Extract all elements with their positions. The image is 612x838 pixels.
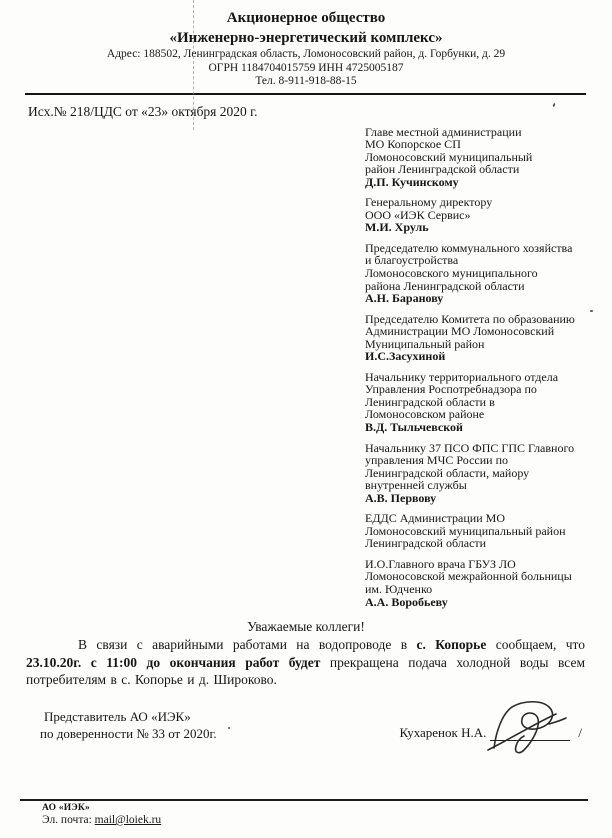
recipient-name: И.С.Засухиной [365,349,446,364]
org-type: Акционерное общество [226,10,386,26]
body-text-run: В связи с аварийными работами на водопроводе в [78,637,417,653]
recipient-line: района Ленинградской области [365,278,525,293]
body-bold-run: 23.10.20г. с 11:00 до окончания работ будет [26,654,321,670]
email-address: mail@loiek.ru [94,814,162,826]
recipient-line: Председателю Комитета по образованию [365,311,575,326]
handwritten-signature [490,720,570,741]
outgoing-ref-line: Исх.№ 218/ЦДС от «23» октября 2020 г. [28,103,258,119]
recipient-line: им. Юдченко [365,582,433,596]
scan-fold-line [193,0,194,130]
recipient-name: М.И. Хруль [365,220,429,235]
recipient-line: Председателю коммунального хозяйства [365,240,573,255]
recipient-name: А.В. Первову [365,490,437,505]
recipient-line: Управления Роспотребнадзора по [365,382,537,397]
recipient-line: Администрации МО Ломоносовский [365,324,555,339]
signature-row [40,708,582,742]
letterhead-divider [25,93,586,95]
recipient-line: Ленинградской области в [365,394,495,409]
recipient-block [365,512,594,550]
recipient-name: Д.П. Кучинскому [365,174,459,189]
representative-title: Представитель АО «ИЭК» [44,708,191,724]
recipient-line: Муниципальный район [365,336,485,351]
email-label: Эл. почта: [42,814,95,826]
footer-divider [20,799,588,801]
recipient-block [365,442,594,505]
footer-email-line [42,814,612,826]
recipient-line: ЕДДС Администрации МО [365,511,505,526]
recipient-block [365,242,594,305]
recipient-line: Главе местной администрации [365,124,522,139]
body-text-run: сообщаем, что [486,637,586,653]
recipient-line: Генеральному директору [365,195,493,210]
org-address: Адрес: 188502, Ленинградская область, Ломоносовский район, д. Горбунки, д. 29 [106,48,506,60]
recipient-block [365,126,594,189]
recipient-line: Начальнику территориального отдела [365,369,559,384]
page-footer [0,799,612,826]
recipient-block [365,558,594,608]
recipients-column [365,126,594,609]
signer-name: Кухаренок Н.А. [399,724,487,740]
org-name: «Инженерно-энергетический комплекс» [169,30,443,46]
greeting-line: Уважаемые коллеги! [247,619,365,635]
recipient-name: А.А. Воробьеву [365,594,448,609]
recipient-name: А.Н. Баранову [365,291,444,306]
recipient-line: район Ленинградской области [365,162,520,177]
recipient-line: Начальнику 37 ПСО ФПС ГПС Главного [365,440,575,455]
recipient-block [365,371,594,434]
signature-slash: / [578,724,582,740]
recipient-name: В.Д. Тыльчевской [365,419,463,434]
power-of-attorney-line: по доверенности № 33 от 2020г. [40,725,217,741]
recipient-block [365,313,594,363]
signature-right-block [400,708,583,741]
org-phone: Тел. 8-911-918-88-15 [255,75,357,87]
recipient-line: Ломоносовском районе [365,407,485,422]
recipient-block [365,196,594,234]
body-text-run: прекращена подача холодной воды всем потребителям в с. Копорье и д. Широково. [26,654,585,688]
recipient-line: Ломоносовской межрайонной больницы [365,569,572,584]
recipient-line: Ломоносовский муниципальный район [365,523,566,538]
recipient-line: и благоустройства [365,253,459,268]
signature-scribble-icon [486,698,574,756]
org-ogrn-inn: ОГРН 1184704015759 ИНН 4725005187 [208,61,404,74]
body-paragraph [26,636,585,689]
signature-left-block [40,708,217,742]
recipient-line: внутренней службы [365,478,467,493]
recipient-line: Ломоносовского муниципального [365,265,538,280]
scan-speck [590,310,593,312]
scan-speck [228,727,230,729]
footer-org-name: АО «ИЭК» [42,803,90,813]
body-bold-run: с. Копорье [416,637,487,653]
recipient-line: ООО «ИЭК Сервис» [365,207,471,222]
recipient-line: управления МЧС России по [365,453,508,468]
recipient-line: Ломоносовский муниципальный [365,149,533,164]
recipient-line: МО Копорское СП [365,137,461,152]
recipient-line: Ленинградской области, майору [365,465,530,480]
letterhead [0,0,612,89]
recipient-line: Ленинградской области [365,536,487,551]
recipient-line: И.О.Главного врача ГБУЗ ЛО [365,556,516,571]
